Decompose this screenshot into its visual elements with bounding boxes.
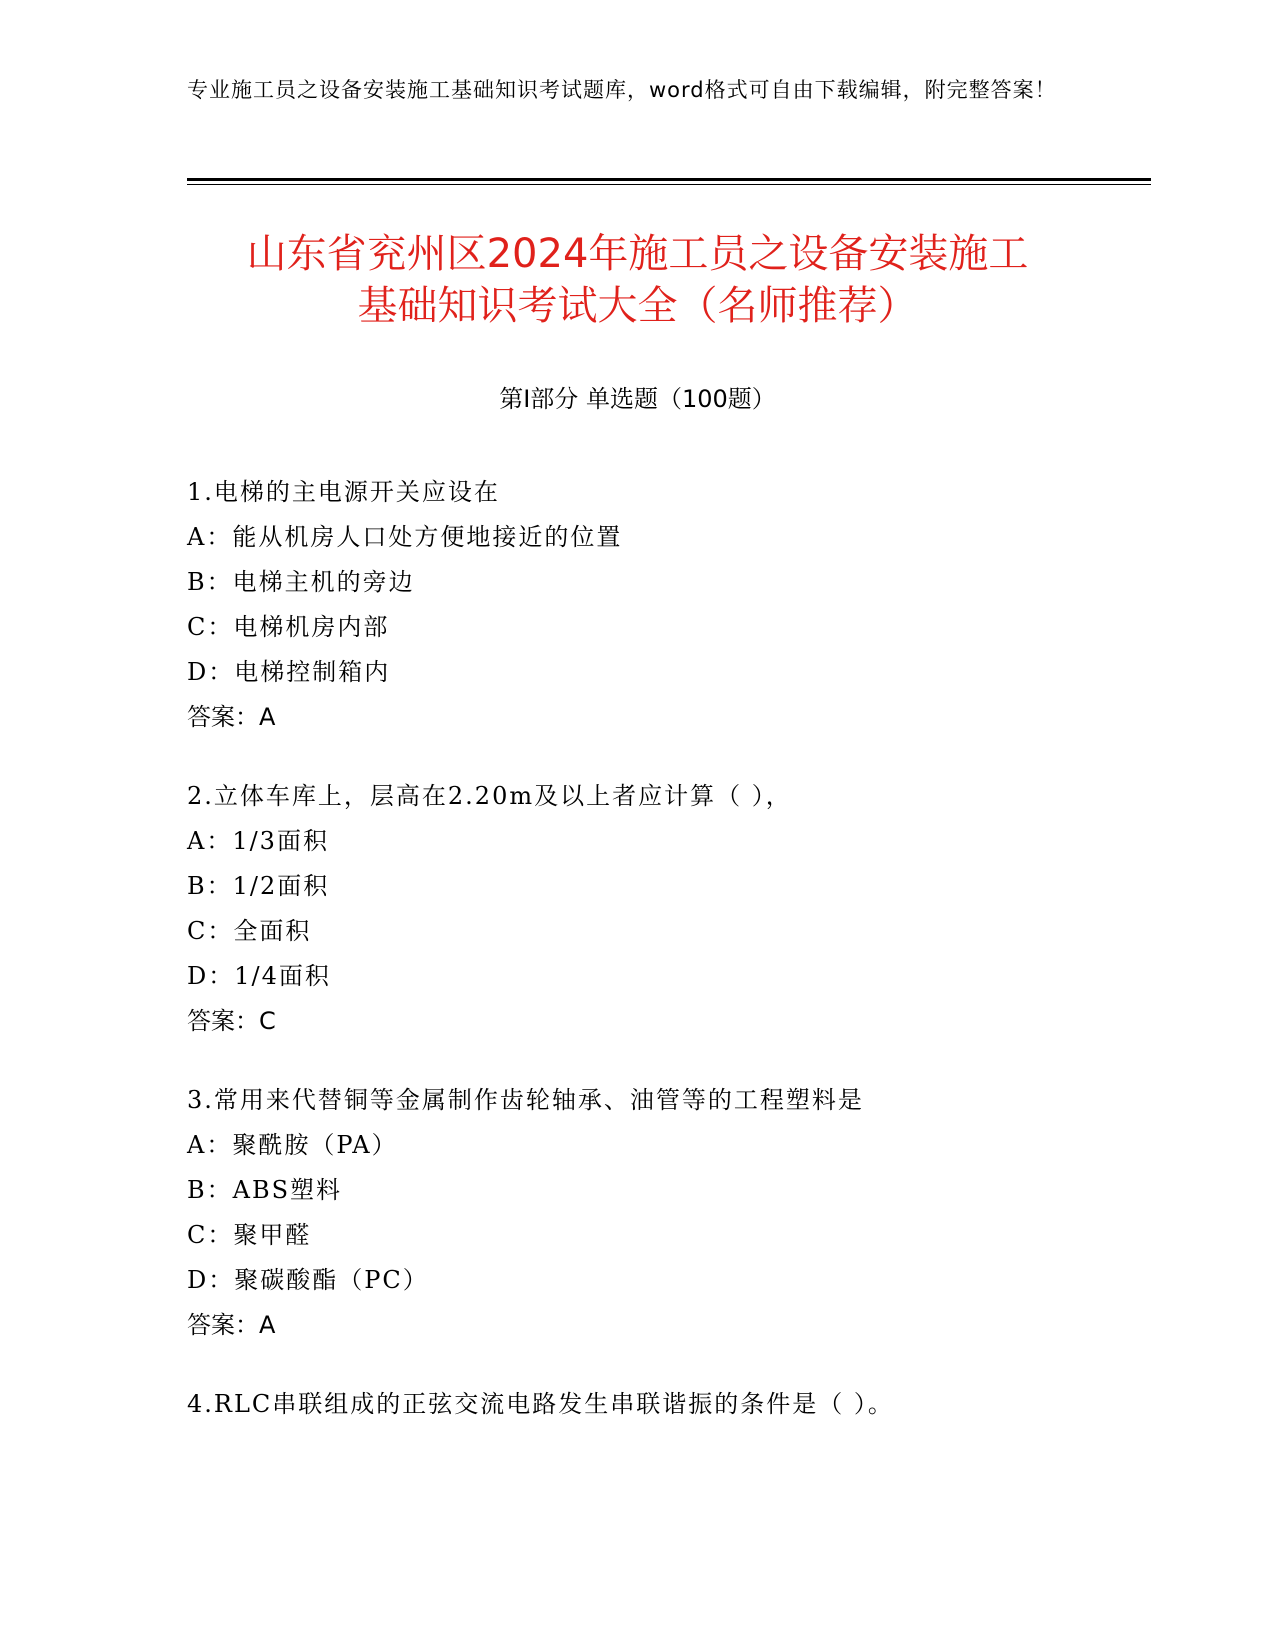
question-stem: 4.RLC串联组成的正弦交流电路发生串联谐振的条件是（ ）。 — [187, 1390, 894, 1418]
header-divider-thick — [187, 178, 1151, 181]
question-list — [187, 475, 1127, 1466]
document-title — [150, 228, 1125, 332]
option-c: C：电梯机房内部 — [187, 613, 390, 641]
header-note: 专业施工员之设备安装施工基础知识考试题库，word格式可自由下载编辑，附完整答案！ — [187, 78, 1057, 102]
option-d: D：1/4面积 — [187, 962, 331, 990]
option-c: C：聚甲醛 — [187, 1221, 312, 1249]
header-divider-thin — [187, 184, 1151, 185]
question-stem: 3.常用来代替铜等金属制作齿轮轴承、油管等的工程塑料是 — [187, 1086, 864, 1114]
question-stem: 1.电梯的主电源开关应设在 — [187, 478, 500, 506]
option-d: D：聚碳酸酯（PC） — [187, 1266, 429, 1294]
question-3 — [187, 1083, 1127, 1342]
option-a: A：能从机房人口处方便地接近的位置 — [187, 523, 623, 551]
title-line-2: 基础知识考试大全（名师推荐） — [357, 283, 918, 329]
answer-line: 答案：A — [187, 703, 276, 731]
answer-line: 答案：A — [187, 1311, 276, 1339]
section-heading: 第Ⅰ部分 单选题（100题） — [499, 385, 776, 413]
option-b: B：1/2面积 — [187, 872, 330, 900]
option-a: A：聚酰胺（PA） — [187, 1131, 398, 1159]
title-line-1: 山东省兖州区2024年施工员之设备安装施工 — [246, 231, 1029, 277]
question-2 — [187, 779, 1127, 1038]
question-stem: 2.立体车库上，层高在2.20m及以上者应计算（ ）， — [187, 782, 792, 810]
option-b: B：电梯主机的旁边 — [187, 568, 415, 596]
question-1 — [187, 475, 1127, 734]
answer-line: 答案：C — [187, 1007, 276, 1035]
question-4 — [187, 1387, 1127, 1421]
option-d: D：电梯控制箱内 — [187, 658, 391, 686]
option-c: C：全面积 — [187, 917, 312, 945]
option-b: B：ABS塑料 — [187, 1176, 343, 1204]
option-a: A：1/3面积 — [187, 827, 329, 855]
